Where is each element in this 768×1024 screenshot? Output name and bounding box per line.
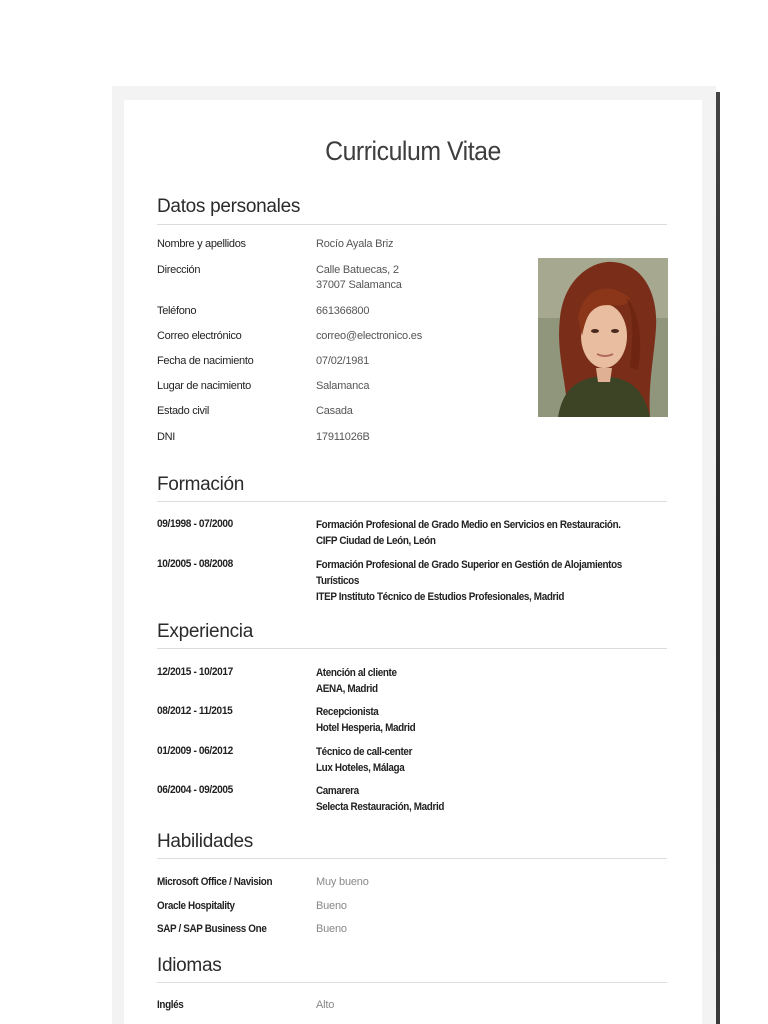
education-dates: 09/1998 - 07/2000 [157,518,233,530]
experience-role: Recepcionista [316,706,379,718]
language-level: Alto [316,999,335,1011]
language-label: Inglés [157,999,184,1011]
education-institution: ITEP Instituto Técnico de Estudios Profesionales, Madrid [316,591,565,603]
section-divider [157,224,667,225]
skill-label: Microsoft Office / Navision [157,876,273,888]
experience-dates: 08/2012 - 11/2015 [157,705,233,717]
skill-level: Bueno [316,923,347,935]
experience-role: Técnico de call-center [316,746,413,758]
section-heading-skills: Habilidades [157,831,253,852]
label-marital-status: Estado civil [157,405,210,417]
education-title: Formación Profesional de Grado Superior en Gestión de Alojamientos [316,559,622,571]
experience-entry [316,744,656,776]
experience-company: Lux Hoteles, Málaga [316,762,405,774]
section-heading-education: Formación [157,474,245,495]
experience-dates: 12/2015 - 10/2017 [157,666,233,678]
education-entry [316,517,656,549]
cv-page [124,100,702,1024]
value-name: Rocío Ayala Briz [316,238,394,250]
section-divider [157,858,667,859]
page-title: Curriculum Vitae [325,136,501,166]
window-edge [716,92,720,1024]
education-dates: 10/2005 - 08/2008 [157,558,233,570]
experience-role: Camarera [316,785,359,797]
value-birthplace: Salamanca [316,380,370,392]
value-marital-status: Casada [316,405,353,417]
experience-entry [316,704,656,736]
section-divider [157,501,667,502]
section-heading-personal: Datos personales [157,196,301,217]
value-address [316,263,402,293]
education-institution: CIFP Ciudad de León, León [316,535,436,547]
experience-dates: 01/2009 - 06/2012 [157,745,233,757]
experience-company: Selecta Restauración, Madrid [316,801,445,813]
experience-company: AENA, Madrid [316,683,378,695]
profile-photo [538,258,668,417]
label-dni: DNI [157,431,176,443]
experience-company: Hotel Hesperia, Madrid [316,722,416,734]
value-birthdate: 07/02/1981 [316,355,370,367]
skill-label: Oracle Hospitality [157,900,235,912]
section-divider [157,982,667,983]
value-address-line1: Calle Batuecas, 2 [316,264,399,276]
label-address: Dirección [157,264,201,276]
label-email: Correo electrónico [157,330,242,342]
skill-level: Bueno [316,900,347,912]
label-birthdate: Fecha de nacimiento [157,355,254,367]
value-address-line2: 37007 Salamanca [316,279,402,291]
section-heading-experience: Experiencia [157,621,253,642]
experience-dates: 06/2004 - 09/2005 [157,784,233,796]
label-phone: Teléfono [157,305,197,317]
education-title: Formación Profesional de Grado Medio en Servicios en Restauración. [316,519,621,531]
section-divider [157,648,667,649]
skill-label: SAP / SAP Business One [157,923,267,935]
education-entry [316,557,656,605]
value-email[interactable]: correo@electronico.es [316,330,423,342]
skill-level: Muy bueno [316,876,369,888]
experience-entry [316,783,656,815]
value-phone: 661366800 [316,305,370,317]
experience-role: Atención al cliente [316,667,397,679]
section-heading-languages: Idiomas [157,955,222,976]
label-birthplace: Lugar de nacimiento [157,380,251,392]
label-name: Nombre y apellidos [157,238,246,250]
experience-entry [316,665,656,697]
value-dni: 17911026B [316,431,370,443]
education-title-cont: Turísticos [316,575,359,587]
